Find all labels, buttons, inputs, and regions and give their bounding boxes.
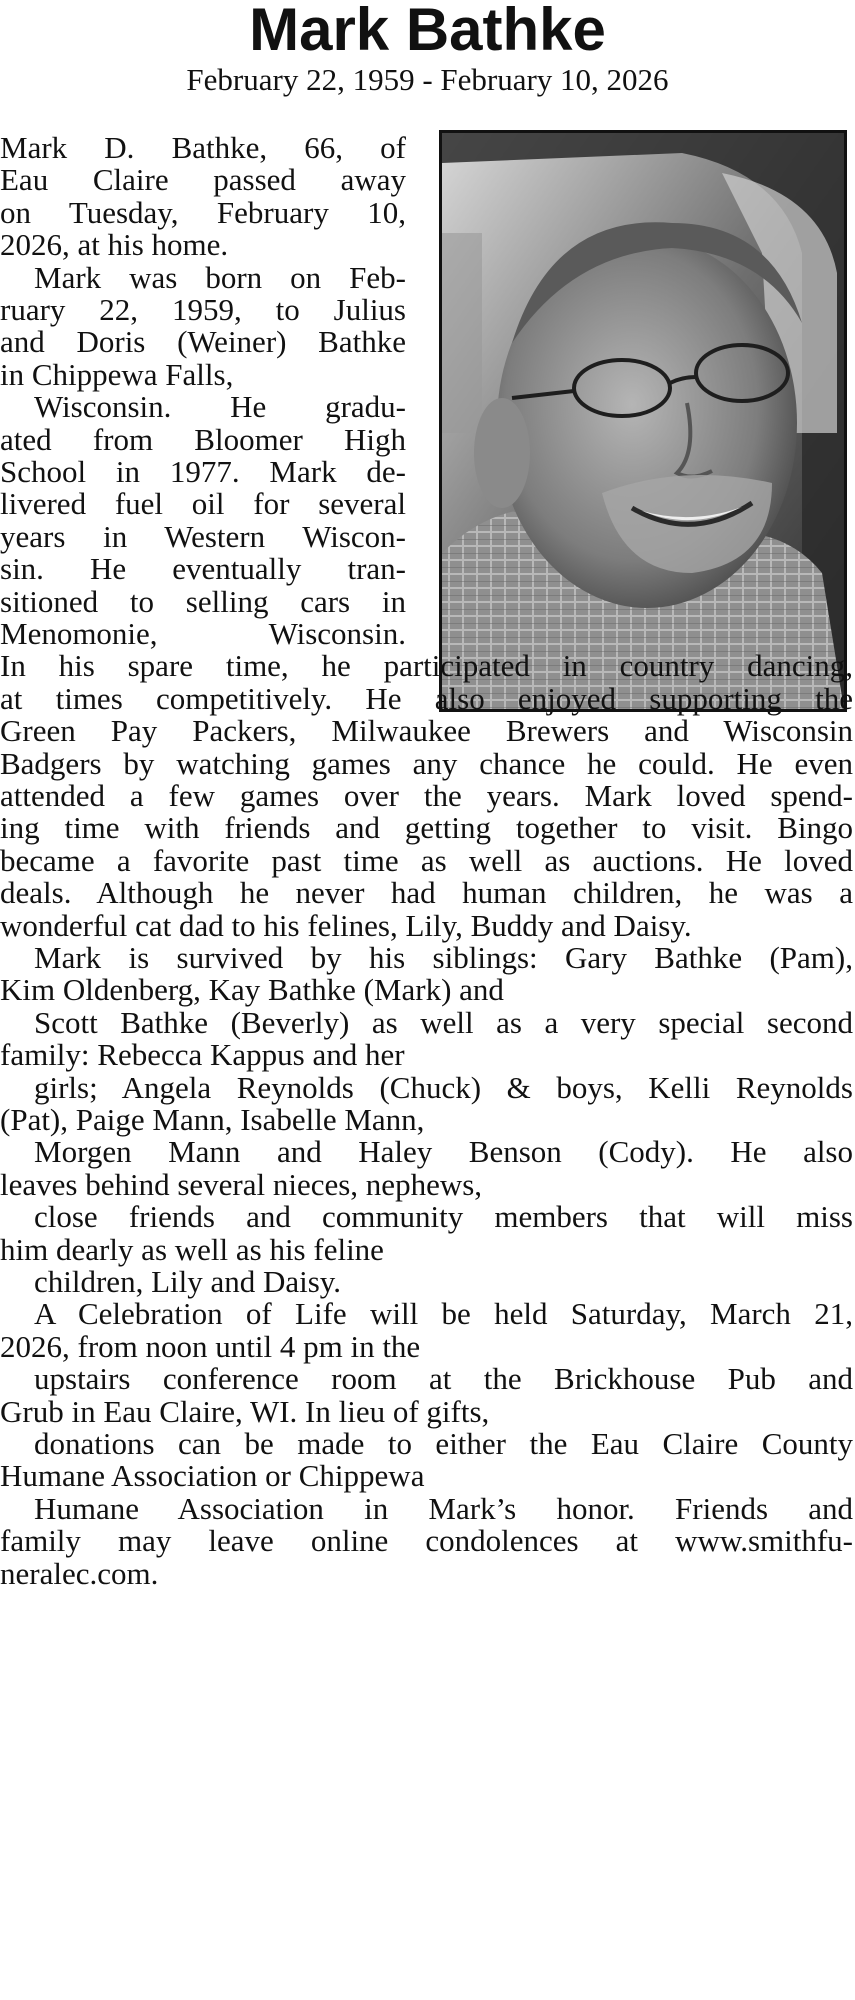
portrait-photo	[439, 130, 847, 712]
text-line: Wisconsin. He gradu-	[34, 389, 406, 425]
text-line: (Pat), Paige Mann, Isabelle Mann,	[0, 1102, 425, 1137]
text-line: years in Western Wiscon-	[0, 518, 406, 554]
text-line: family may leave online condolences at www.smithfu-	[0, 1523, 853, 1559]
text-line: Grub in Eau Claire, WI. In lieu of gifts,	[0, 1393, 490, 1429]
text-line: 2026, from noon until 4 pm in the	[0, 1328, 421, 1364]
text-line: ated from Bloomer High	[0, 421, 406, 457]
obituary-name: Mark Bathke	[249, 0, 606, 63]
text-line: Mark D. Bathke, 66, of	[0, 130, 406, 165]
text-line: A Celebration of Life will be held Saturday, March 21,	[34, 1296, 853, 1332]
text-line: ing time with friends and getting together to visit. Bingo	[0, 810, 853, 846]
text-line: him dearly as well as his feline	[0, 1231, 384, 1267]
text-line: Scott Bathke (Beverly) as well as a very special second	[34, 1004, 853, 1040]
text-line: at times competitively. He also enjoyed supporting the	[0, 680, 853, 716]
text-line: Mark was born on Feb-	[34, 259, 406, 295]
text-line: Morgen Mann and Haley Benson (Cody). He also	[34, 1134, 853, 1170]
text-line: wonderful cat dad to his felines, Lily, Buddy and Daisy.	[0, 907, 692, 943]
text-line: Kim Oldenberg, Kay Bathke (Mark) and	[0, 972, 504, 1008]
text-line: in Chippewa Falls,	[0, 356, 234, 392]
life-dates: February 22, 1959 - February 10, 2026	[186, 62, 669, 97]
text-line: Menomonie, Wisconsin.	[0, 616, 406, 651]
text-line: leaves behind several nieces, nephews,	[0, 1166, 483, 1202]
text-line: In his spare time, he participated in country dancing,	[0, 648, 853, 684]
text-line: Green Pay Packers, Milwaukee Brewers and Wisconsin	[0, 713, 853, 749]
text-line: Badgers by watching games any chance he could. He even	[0, 745, 853, 781]
text-line: sitioned to selling cars in	[0, 583, 406, 619]
text-line: became a favorite past time as well as auctions. He loved	[0, 842, 853, 878]
text-line: 2026, at his home.	[0, 227, 229, 263]
text-line: upstairs conference room at the Brickhouse Pub and	[34, 1361, 853, 1397]
text-line: on Tuesday, February 10,	[0, 194, 406, 230]
text-line: Mark is survived by his siblings: Gary Bathke (Pam),	[34, 940, 853, 975]
text-line: Eau Claire passed away	[0, 162, 406, 198]
text-line: deals. Although he never had human children, he was a	[0, 875, 853, 911]
text-line: Humane Association in Mark’s honor. Friends and	[34, 1490, 853, 1526]
portrait-illustration	[442, 133, 844, 709]
text-line: School in 1977. Mark de-	[0, 454, 406, 489]
text-line: donations can be made to either the Eau Claire County	[34, 1426, 853, 1461]
text-line: family: Rebecca Kappus and her	[0, 1037, 405, 1073]
text-line: sin. He eventually tran-	[0, 551, 406, 587]
text-line: ruary 22, 1959, to Julius	[0, 292, 406, 327]
text-line: neralec.com.	[0, 1555, 159, 1591]
text-line: Humane Association or Chippewa	[0, 1458, 425, 1494]
text-line: attended a few games over the years. Mark loved spend-	[0, 778, 853, 813]
text-line: livered fuel oil for several	[0, 486, 406, 522]
text-line: girls; Angela Reynolds (Chuck) & boys, Kelli Reynolds	[34, 1069, 853, 1105]
text-line: close friends and community members that will miss	[34, 1199, 853, 1235]
text-line: children, Lily and Daisy.	[34, 1264, 342, 1299]
text-line: and Doris (Weiner) Bathke	[0, 324, 406, 360]
